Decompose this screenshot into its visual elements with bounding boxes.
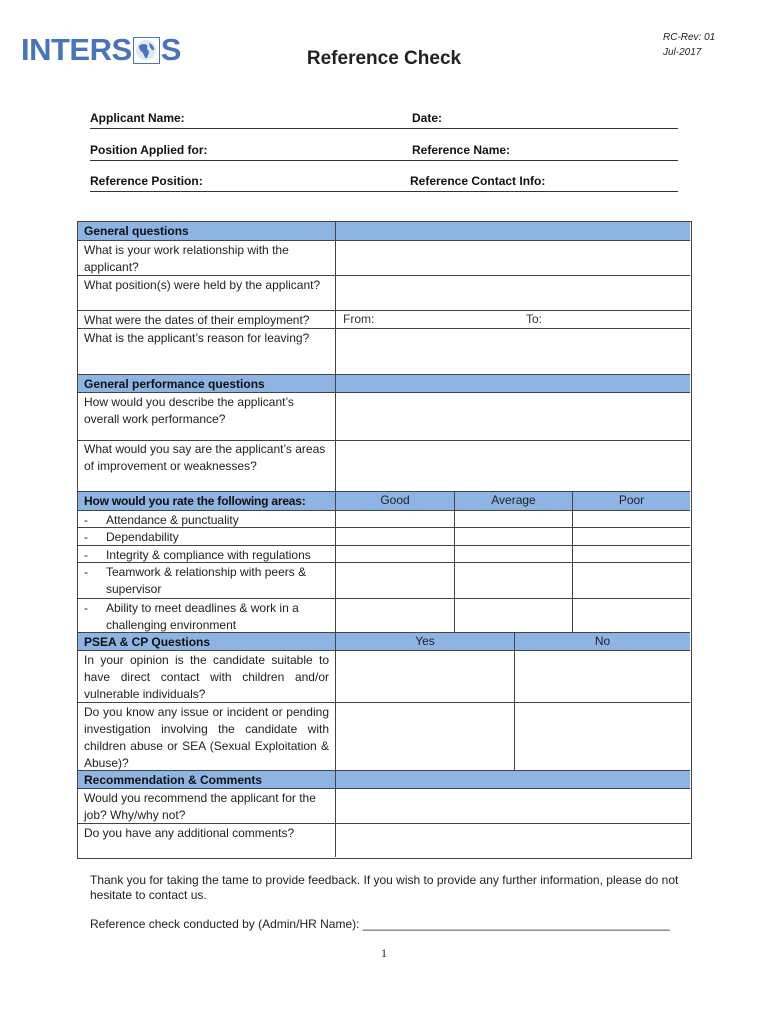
rating-item xyxy=(78,528,336,545)
revision-info xyxy=(663,30,715,60)
table-row xyxy=(78,275,690,310)
table-row xyxy=(78,788,690,823)
rating-row xyxy=(78,598,690,632)
rating-item xyxy=(78,511,336,527)
rating-row xyxy=(78,510,690,527)
rating-poor-cell[interactable] xyxy=(573,546,690,562)
table-row xyxy=(78,310,690,328)
rating-item-label: Dependability xyxy=(106,530,179,544)
section-title: Recommendation & Comments xyxy=(78,771,336,788)
column-poor: Poor xyxy=(618,493,645,507)
rating-item xyxy=(78,563,336,598)
date-from-cell[interactable]: From: xyxy=(343,312,375,326)
thank-you-note: Thank you for taking the tame to provide feedback. If you wish to provide any further information, please do not hesitate to contact us. xyxy=(90,873,679,902)
rating-item-label: Integrity & compliance with regulations xyxy=(106,548,311,562)
question-label: What is your work relationship with the applicant? xyxy=(78,241,336,275)
rating-average-cell[interactable] xyxy=(455,546,573,562)
column-yes: Yes xyxy=(336,633,515,650)
question-label: What position(s) were held by the applicant? xyxy=(78,276,336,310)
date-field[interactable]: Date: xyxy=(412,111,443,125)
reference-contact-field[interactable]: Reference Contact Info: xyxy=(410,174,546,188)
psea-yes-cell[interactable] xyxy=(336,703,515,770)
rating-item xyxy=(78,546,336,562)
rating-row xyxy=(78,545,690,562)
rating-good-cell[interactable] xyxy=(336,546,455,562)
revision-code: RC-Rev: 01 xyxy=(663,32,716,43)
rating-good-cell[interactable] xyxy=(336,563,455,598)
bullet-dash: - xyxy=(84,565,88,579)
reference-position-field[interactable]: Reference Position: xyxy=(90,174,203,188)
applicant-name-field[interactable]: Applicant Name: xyxy=(90,111,185,125)
date-to-cell[interactable]: To: xyxy=(526,312,543,326)
table-row xyxy=(78,823,690,857)
table-row xyxy=(78,328,690,374)
rating-average-cell[interactable] xyxy=(455,599,573,632)
rating-average-cell[interactable] xyxy=(455,511,573,527)
page-number: 1 xyxy=(381,946,387,960)
column-average: Average xyxy=(455,492,573,510)
rating-poor-cell[interactable] xyxy=(573,511,690,527)
rating-item-label: Attendance & punctuality xyxy=(106,513,239,527)
psea-no-cell[interactable] xyxy=(515,651,690,702)
section-header-rating xyxy=(78,491,690,510)
rating-item-label: Ability to meet deadlines & work in a challenging environment xyxy=(106,601,299,632)
psea-row xyxy=(78,702,690,770)
section-title: PSEA & CP Questions xyxy=(78,633,336,650)
table-row xyxy=(78,440,690,491)
answer-cell[interactable] xyxy=(336,241,690,275)
page-title: Reference Check xyxy=(306,48,462,69)
question-label: What were the dates of their employment? xyxy=(78,311,336,328)
rating-average-cell[interactable] xyxy=(455,528,573,545)
header-field-row-2 xyxy=(90,140,678,161)
answer-cell[interactable] xyxy=(336,276,690,310)
psea-yes-cell[interactable] xyxy=(336,651,515,702)
question-label: Do you know any issue or incident or pending investigation involving the candidate with children abuse or SEA (Sexual Exploitation & Abuse)? xyxy=(78,703,336,770)
psea-no-cell[interactable] xyxy=(515,703,690,770)
section-header-performance xyxy=(78,374,690,392)
rating-item xyxy=(78,599,336,632)
rating-good-cell[interactable] xyxy=(336,599,455,632)
question-label: What would you say are the applicant’s areas of improvement or weaknesses? xyxy=(78,441,336,491)
header-field-row-1 xyxy=(90,108,678,129)
bullet-dash: - xyxy=(84,548,88,562)
answer-cell[interactable] xyxy=(336,329,690,374)
section-title: How would you rate the following areas: xyxy=(78,492,336,510)
revision-date: Jul-2017 xyxy=(663,47,702,58)
logo-text-left: INTERS xyxy=(21,32,132,67)
reference-check-table xyxy=(77,221,692,859)
rating-row xyxy=(78,562,690,598)
position-applied-field[interactable]: Position Applied for: xyxy=(90,143,208,157)
answer-cell[interactable] xyxy=(336,789,690,823)
section-title: General performance questions xyxy=(78,375,336,392)
rating-item-label: Teamwork & relationship with peers & supervisor xyxy=(106,565,307,596)
section-header-psea xyxy=(78,632,690,650)
bullet-dash: - xyxy=(84,530,88,544)
question-label: In your opinion is the candidate suitable to have direct contact with children and/or vulnerable individuals? xyxy=(78,651,336,702)
table-row xyxy=(78,392,690,440)
rating-row xyxy=(78,527,690,545)
reference-name-field[interactable]: Reference Name: xyxy=(412,143,511,157)
question-label: Do you have any additional comments? xyxy=(78,824,336,857)
answer-cell[interactable] xyxy=(336,393,690,440)
rating-poor-cell[interactable] xyxy=(573,528,690,545)
rating-poor-cell[interactable] xyxy=(573,599,690,632)
question-label: How would you describe the applicant’s overall work performance? xyxy=(78,393,336,440)
table-row xyxy=(78,240,690,275)
bullet-dash: - xyxy=(84,601,88,615)
psea-row xyxy=(78,650,690,702)
column-good: Good xyxy=(336,492,455,510)
section-header-general xyxy=(78,222,690,240)
column-no: No xyxy=(594,634,611,648)
rating-good-cell[interactable] xyxy=(336,511,455,527)
logo-text-right: S xyxy=(160,32,181,67)
conducted-by-field[interactable]: Reference check conducted by (Admin/HR Name): ______________________________________________ xyxy=(90,917,670,931)
answer-cell[interactable] xyxy=(336,441,690,491)
header-field-row-3 xyxy=(90,171,678,192)
question-label: Would you recommend the applicant for the job? Why/why not? xyxy=(78,789,336,823)
rating-good-cell[interactable] xyxy=(336,528,455,545)
bullet-dash: - xyxy=(84,513,88,527)
rating-average-cell[interactable] xyxy=(455,563,573,598)
section-header-recommendation xyxy=(78,770,690,788)
section-title: General questions xyxy=(78,222,336,240)
answer-cell[interactable] xyxy=(336,824,690,857)
question-label: What is the applicant’s reason for leaving? xyxy=(78,329,336,374)
rating-poor-cell[interactable] xyxy=(573,563,690,598)
